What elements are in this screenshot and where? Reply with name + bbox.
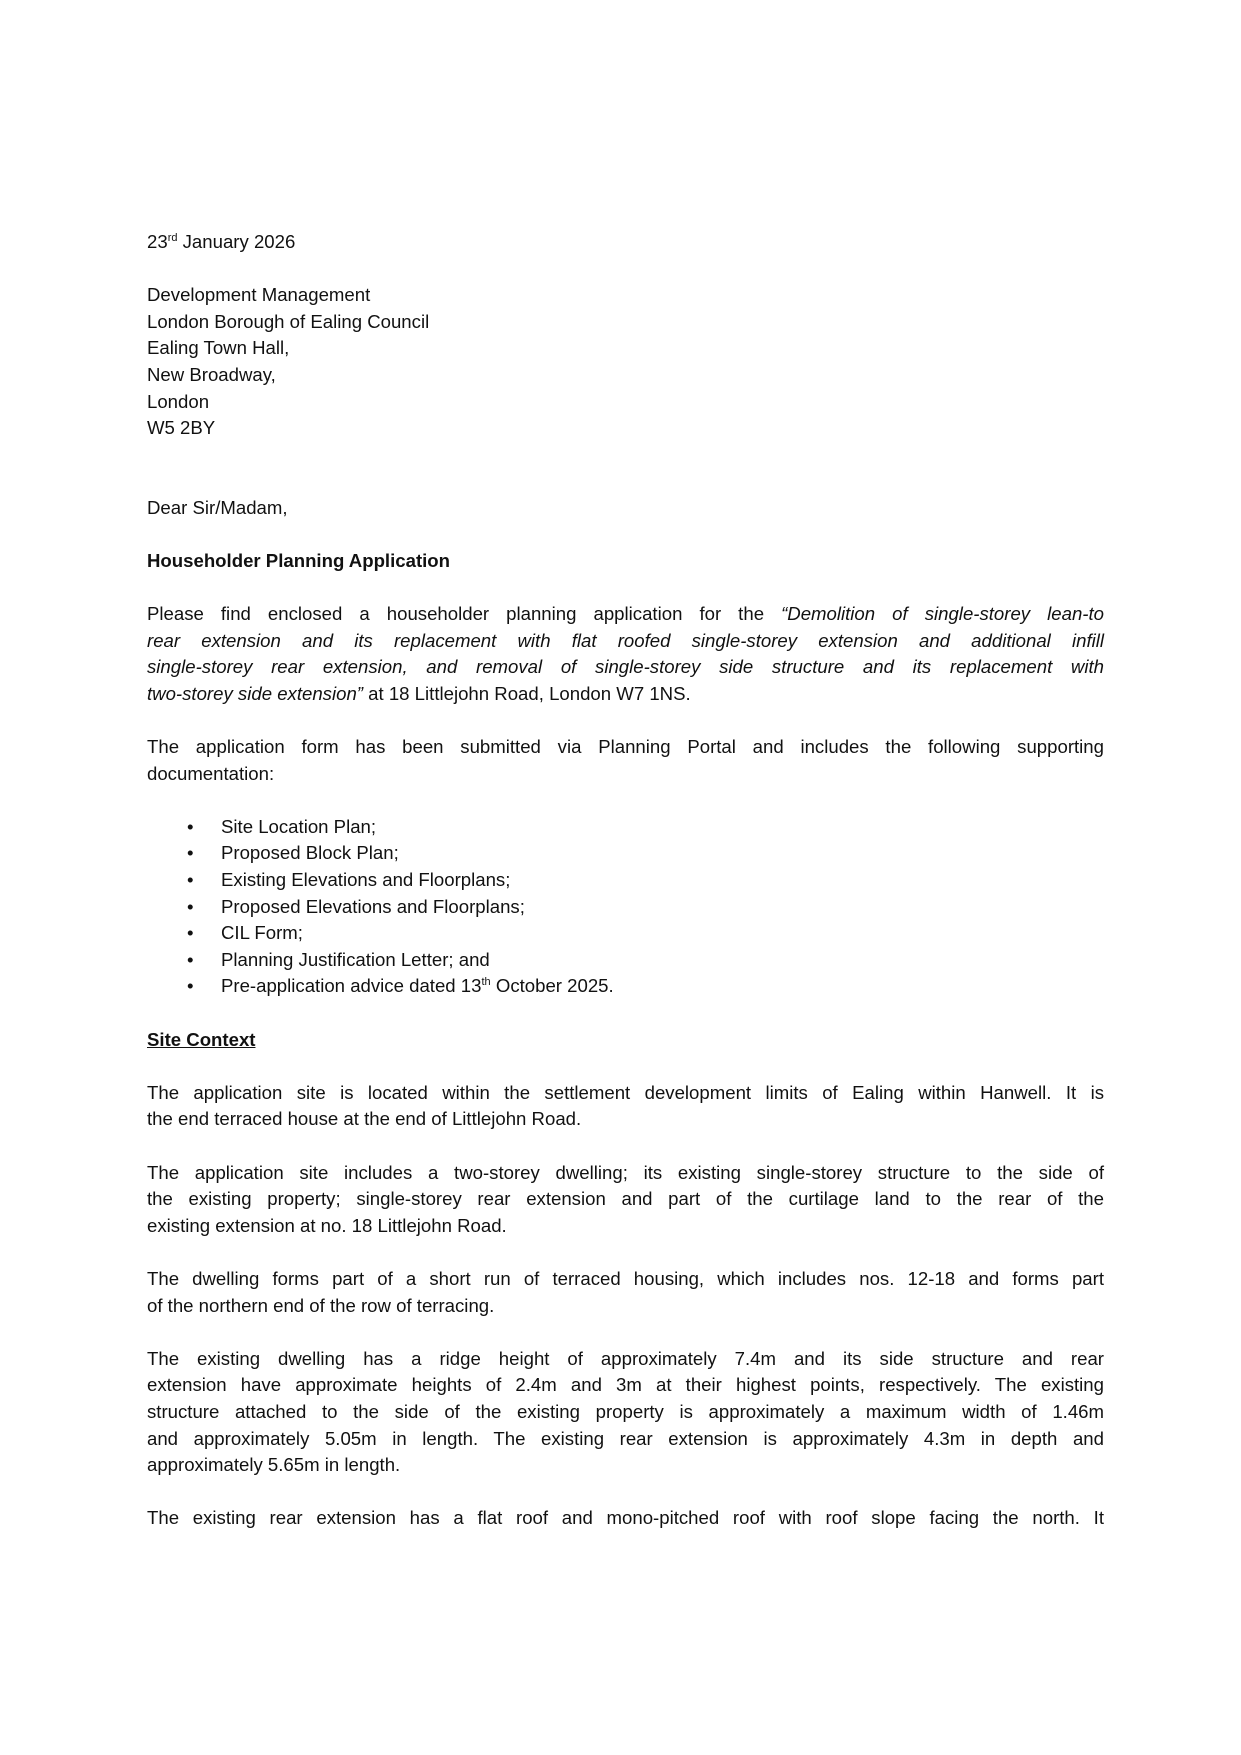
list-item: • Site Location Plan;: [187, 815, 377, 837]
intro-paragraph: Please find enclosed a householder planning application for the “Demolition of single-storey lean-to rear extension and its replacement with flat roofed single-storey extension and additional infill single-storey rear extension, and removal of single-storey side structure and its replacement with two-storey side extension” at 18 Littlejohn Road, London W7 1NS.: [147, 603, 1104, 704]
address-line: Ealing Town Hall,: [147, 337, 290, 359]
letter-date: 23rd January 2026: [147, 231, 296, 252]
address-line: London: [147, 390, 210, 412]
recipient-address: [147, 282, 1104, 442]
paragraph: The dwelling forms part of a short run of terraced housing, which includes nos. 12-18 and forms part of the northern end of the row of terracing.: [147, 1267, 1104, 1316]
list-item: • CIL Form;: [187, 922, 303, 944]
paragraph: The existing dwelling has a ridge height of approximately 7.4m and its side structure and rear extension have approximate heights of 2.4m and 3m at their highest points, respectively. The existing structure attached to the side of the existing property is approximately a maximum width of 1.46m and approximately 5.05m in length. The existing rear extension is approximately 4.3m in depth and approximately 5.65m in length.: [147, 1347, 1104, 1476]
documents-intro: The application form has been submitted via Planning Portal and includes the following supporting documentation:: [147, 736, 1104, 784]
list-item: • Existing Elevations and Floorplans;: [187, 869, 511, 891]
list-item: • Proposed Elevations and Floorplans;: [187, 895, 525, 917]
letter-heading: Householder Planning Application: [147, 549, 451, 571]
address-line: W5 2BY: [147, 417, 216, 439]
paragraph: The application site includes a two-storey dwelling; its existing single-storey structure to the side of the existing property; single-storey rear extension and part of the curtilage land to the rear of the existing extension at no. 18 Littlejohn Road.: [147, 1161, 1104, 1236]
paragraph: The existing rear extension has a flat roof and mono-pitched roof with roof slope facing the north. It: [147, 1507, 1104, 1529]
address-line: London Borough of Ealing Council: [147, 310, 430, 332]
documents-list: [147, 814, 1104, 1000]
section-title: Site Context: [147, 1028, 256, 1050]
list-item: • Planning Justification Letter; and: [187, 948, 490, 970]
address-line: New Broadway,: [147, 363, 276, 385]
letter-body: [147, 229, 1104, 1559]
paragraph: The application site is located within the settlement development limits of Ealing within Hanwell. It is the end terraced house at the end of Littlejohn Road.: [147, 1081, 1104, 1130]
salutation: Dear Sir/Madam,: [147, 496, 288, 518]
address-line: Development Management: [147, 284, 371, 306]
list-item: • Pre-application advice dated 13th October 2025.: [187, 975, 614, 997]
list-item: • Proposed Block Plan;: [187, 842, 399, 864]
